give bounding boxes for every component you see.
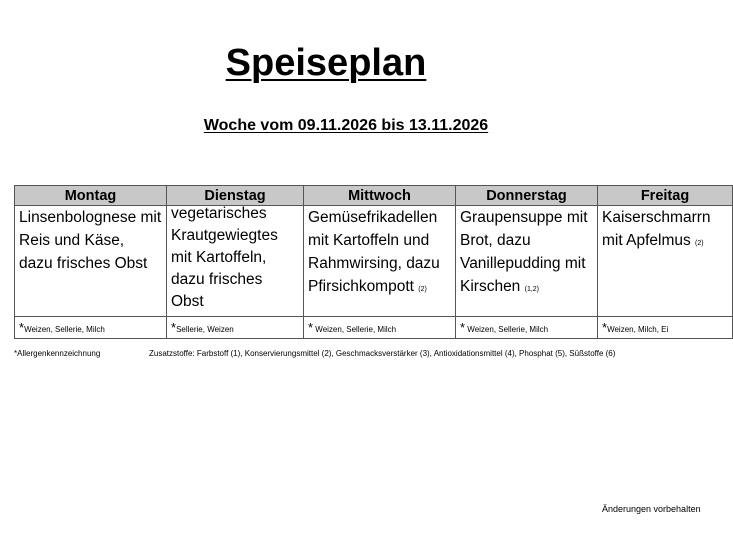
allergen-row [15,317,733,339]
additive-note: (2) [418,286,427,293]
meal-cell-montag [15,206,167,317]
allergen-cell-freitag [598,317,733,339]
meal-text: Linsenbolognese mit Reis und Käse, dazu frisches Obst [19,209,162,272]
day-header-montag: Montag [15,186,167,206]
meal-text: vegetarisches Krautgewiegtes mit Kartoffeln, dazu frisches Obst [171,205,278,310]
meal-cell-freitag [598,206,733,317]
allergen-marker: * [171,320,177,335]
meal-text: Graupensuppe mit Brot, dazu Vanillepudding mit Kirschen [460,209,588,295]
allergen-text: Weizen, Sellerie, Milch [315,325,397,334]
allergen-marker: * [602,320,608,335]
allergen-text: Weizen, Sellerie, Milch [24,325,105,334]
allergen-cell-dienstag [167,317,304,339]
day-header-freitag: Freitag [598,186,733,206]
meal-cell-dienstag [167,206,304,317]
meal-cell-donnerstag [456,206,598,317]
allergen-text: Weizen, Milch, Ei [607,325,669,334]
page-title: Speiseplan [225,42,427,84]
menu-table [14,185,733,339]
allergen-marker: * [460,320,466,335]
allergen-marker: * [308,320,314,335]
meal-text: Gemüsefrikadellen mit Kartoffeln und Rahmwirsing, dazu Pfirsichkompott [308,209,440,295]
meal-cell-mittwoch [304,206,456,317]
day-header-donnerstag: Donnerstag [456,186,598,206]
week-range: Woche vom 09.11.2026 bis 13.11.2026 [203,117,489,134]
additive-note: (1,2) [524,286,540,293]
allergen-cell-montag [15,317,167,339]
additive-note: (2) [695,240,704,247]
day-header-row [15,186,733,206]
allergen-marker: * [19,320,25,335]
allergen-legend: *Allergenkennzeichnung [14,349,101,358]
additives-legend: Zusatzstoffe: Farbstoff (1), Konservierungsmittel (2), Geschmacksverstärker (3), Antioxidationsmittel (4), Phosphat (5), Süßstoffe (6) [149,349,616,358]
allergen-text: Weizen, Sellerie, Milch [467,325,549,334]
day-header-mittwoch: Mittwoch [304,186,456,206]
day-header-dienstag: Dienstag [167,186,304,206]
allergen-cell-mittwoch [304,317,456,339]
meal-text: Kaiserschmarrn mit Apfelmus [602,209,711,249]
disclaimer: Änderungen vorbehalten [602,504,701,514]
allergen-text: Sellerie, Weizen [176,325,234,334]
allergen-cell-donnerstag [456,317,598,339]
meal-row [15,206,733,317]
